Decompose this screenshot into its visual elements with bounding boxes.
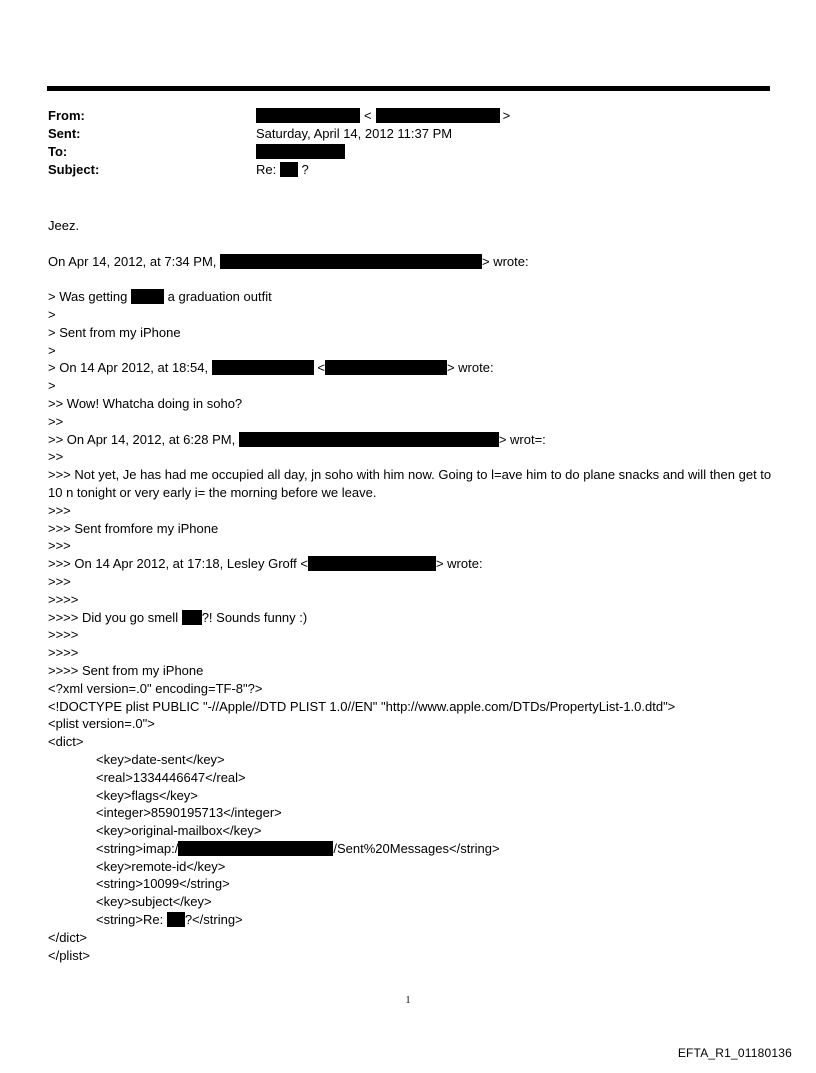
email-body (48, 217, 773, 964)
redaction-bar (212, 360, 314, 375)
quote-line: >> Wow! Whatcha doing in soho? (48, 395, 243, 411)
xml-line: </dict> (48, 929, 88, 945)
bates-number: EFTA_R1_01180136 (677, 1046, 792, 1060)
quote-line: >>>> Sent from my iPhone (48, 662, 204, 678)
reply-text: Jeez. (48, 218, 80, 233)
redaction-bar (256, 108, 360, 123)
redaction-bar (131, 289, 164, 304)
redaction-bar (178, 841, 333, 856)
quote-line: >>>> (48, 591, 79, 607)
redaction-bar (256, 144, 345, 159)
sent-value: Saturday, April 14, 2012 11:37 PM (256, 126, 453, 141)
quote-line: >> (48, 449, 64, 465)
quote-line: > (48, 306, 56, 322)
subject-value: Re: ? (256, 162, 309, 177)
quote-line: >>> Sent fromfore my iPhone (48, 520, 219, 536)
xml-line: <dict> (48, 734, 84, 750)
quote-line: >>> (48, 538, 71, 554)
xml-line: <key>subject</key> (96, 894, 212, 910)
redaction-bar (325, 360, 447, 375)
xml-line: </plist> (48, 947, 90, 963)
redaction-bar (308, 556, 436, 571)
quote-line: >>> (48, 573, 71, 589)
to-value (256, 143, 345, 161)
from-label: From: (48, 108, 85, 123)
from-value: < > (256, 107, 510, 125)
quote-line: > (48, 378, 56, 394)
redaction-bar (376, 108, 500, 123)
xml-line: <key>flags</key> (96, 787, 198, 803)
redaction-bar (280, 162, 298, 177)
quote-line: >> (48, 413, 64, 429)
quote-line: >>> (48, 502, 71, 518)
xml-line: <key>remote-id</key> (96, 858, 226, 874)
xml-line: <?xml version=.0" encoding=TF-8"?> (48, 680, 263, 696)
quote-line: >> On Apr 14, 2012, at 6:28 PM, > wrot=: (48, 431, 546, 447)
quote-line: > (48, 342, 56, 358)
quote-line: >>>> (48, 627, 79, 643)
to-label: To: (48, 144, 68, 159)
sent-label: Sent: (48, 126, 81, 141)
quote-line: >>>> Did you go smell ?! Sounds funny :) (48, 609, 308, 625)
quote-line: >>> On 14 Apr 2012, at 17:18, Lesley Groff < > wrote: (48, 556, 483, 572)
redaction-bar (167, 912, 185, 927)
quote-line: >>> Not yet, Je has had me occupied all day, jn soho with him now. Going to l=ave him to do plane snacks and will then get to 10 n tonight or very early i= the morning before we leave. (48, 467, 772, 500)
redaction-bar (182, 610, 202, 625)
xml-line: <plist version=.0"> (48, 716, 155, 732)
xml-line: <real>1334446647</real> (96, 769, 246, 785)
quote-line: > Sent from my iPhone (48, 324, 181, 340)
quote-line: > On 14 Apr 2012, at 18:54, < > wrote: (48, 360, 494, 376)
xml-line: <string>10099</string> (96, 876, 230, 892)
quote-attribution: On Apr 14, 2012, at 7:34 PM, > wrote: (48, 253, 529, 269)
xml-line: <string>Re: ?</string> (96, 912, 243, 928)
xml-line: <key>original-mailbox</key> (96, 823, 262, 839)
xml-line: <key>date-sent</key> (96, 751, 225, 767)
header-rule (47, 86, 770, 91)
xml-line: <!DOCTYPE plist PUBLIC "-//Apple//DTD PLIST 1.0//EN" "http://www.apple.com/DTDs/PropertyList-1.0.dtd"> (48, 698, 676, 714)
redaction-bar (239, 432, 499, 447)
subject-label: Subject: (48, 162, 100, 177)
xml-line: <string>imap:/ /Sent%20Messages</string> (96, 840, 500, 856)
quote-line: >>>> (48, 645, 79, 661)
xml-line: <integer>8590195713</integer> (96, 805, 282, 821)
quote-line: > Was getting a graduation outfit (48, 289, 272, 305)
page-number: 1 (405, 995, 411, 1006)
redaction-bar (220, 254, 482, 269)
